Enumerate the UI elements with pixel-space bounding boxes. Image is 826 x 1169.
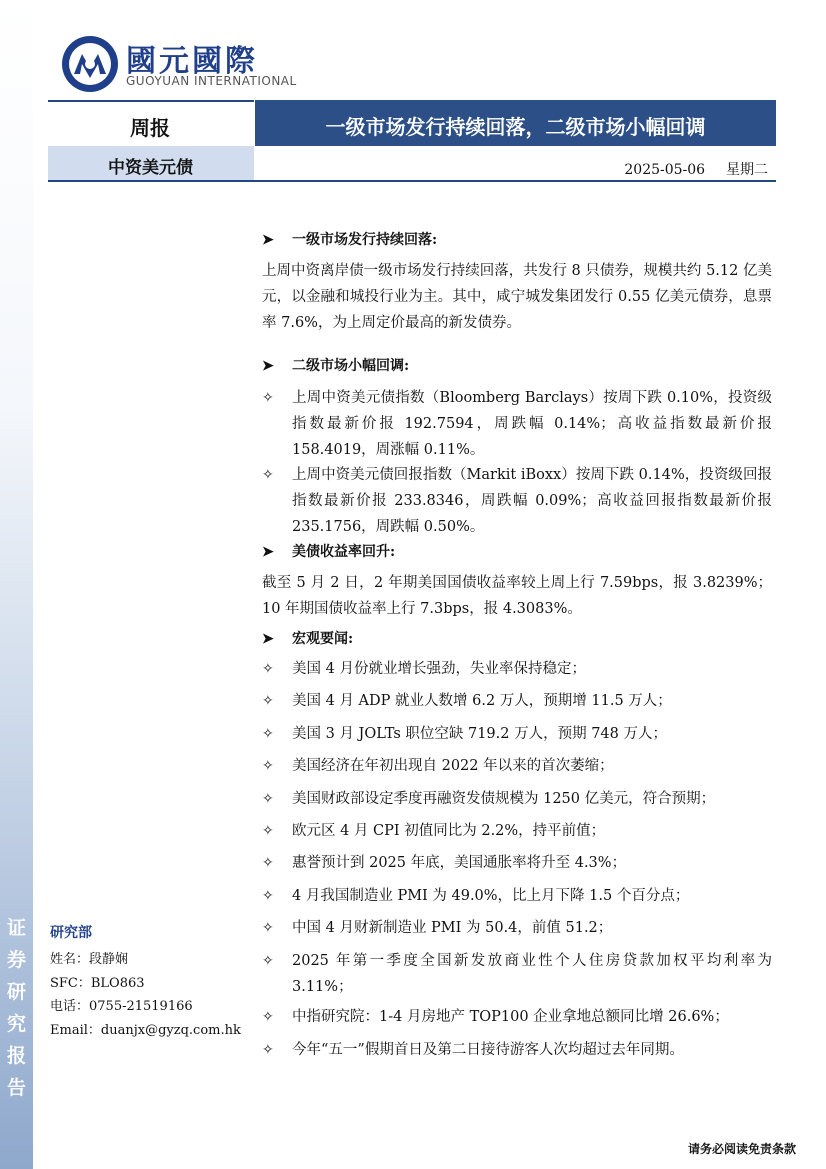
list-item-text: 上周中资美元债指数（Bloomberg Barclays）按周下跌 0.10%，投资级指数最新价报 192.7594，周跌幅 0.14%；高收益指数最新价报 158.4019，周涨幅 0.11%。 [292,390,772,458]
author-sfc: SFC：BLO863 [50,976,145,991]
diamond-bullet-icon: ✧ [262,888,274,904]
logo-name: 國元國際 [126,44,258,79]
section-heading-secondary [262,355,409,375]
title-box [255,100,776,146]
list-item [262,385,772,463]
report-category: 中资美元债 [108,158,193,178]
list-item [262,818,772,844]
weekday-value: 星期二 [726,162,768,178]
section-heading-macro [262,628,353,648]
list-item [262,462,772,540]
list-item-text: 今年“五一”假期首日及第二日接待游客人次均超过去年同期。 [292,1042,684,1058]
arrow-bullet-icon: ➤ [262,631,274,647]
list-item [262,1037,772,1063]
list-item-text: 美国 4 月 ADP 就业人数增 6.2 万人，预期增 11.5 万人； [292,693,672,709]
logo-subtitle: GUOYUAN INTERNATIONAL [126,74,297,88]
section-heading-yields [262,541,395,561]
report-type: 周报 [130,116,170,140]
side-banner-label [0,912,33,1104]
list-item [262,688,772,714]
diamond-bullet-icon: ✧ [262,467,274,483]
list-item [262,786,772,812]
report-title: 一级市场发行持续回落，二级市场小幅回调 [325,115,706,139]
category-band [48,146,776,182]
side-banner-text: 证券研究报告 [7,917,27,1099]
list-item [262,883,772,909]
disclaimer-note: 请务必阅读免责条款 [687,1142,796,1156]
list-item [262,915,772,941]
list-item-text: 中指研究院：1-4 月房地产 TOP100 企业拿地总额同比增 26.6%； [292,1009,729,1025]
list-item [262,656,772,682]
list-item-text: 惠誉预计到 2025 年底，美国通胀率将升至 4.3%； [292,855,627,871]
yields-paragraph: 截至 5 月 2 日，2 年期美国国债收益率较上周上行 7.59bps，报 3.8239%；10 年期国债收益率上行 7.3bps，报 4.3083%。 [262,575,772,617]
diamond-bullet-icon: ✧ [262,823,274,839]
arrow-bullet-icon: ➤ [262,544,274,560]
list-item [262,1004,772,1030]
arrow-bullet-icon: ➤ [262,232,274,248]
diamond-bullet-icon: ✧ [262,1009,274,1025]
list-item-text: 欧元区 4 月 CPI 初值同比为 2.2%，持平前值； [292,823,606,839]
primary-market-paragraph: 上周中资离岸债一级市场发行持续回落，共发行 8 只债券，规模共约 5.12 亿美元，以金融和城投行业为主。其中，咸宁城发集团发行 0.55 亿美元债券，息票率 7.6%，为上周定价最高的新发债券。 [262,263,772,331]
list-item [262,948,772,1000]
arrow-bullet-icon: ➤ [262,358,274,374]
list-item-text: 4 月我国制造业 PMI 为 49.0%，比上月下降 1.5 个百分点； [292,888,690,904]
research-dept: 研究部 [50,925,92,941]
date-value: 2025-05-06 [624,162,706,178]
author-email: Email：duanjx@gyzq.com.hk [50,1023,241,1038]
author-phone: 电话：0755-21519166 [50,999,193,1014]
diamond-bullet-icon: ✧ [262,726,274,742]
diamond-bullet-icon: ✧ [262,791,274,807]
diamond-bullet-icon: ✧ [262,855,274,871]
section-heading-text: 一级市场发行持续回落: [292,232,438,248]
section-heading-text: 美债收益率回升: [292,544,396,560]
diamond-bullet-icon: ✧ [262,953,274,969]
list-item-text: 美国 4 月份就业增长强劲，失业率保持稳定； [292,661,586,677]
author-name: 姓名：段静娴 [50,952,129,967]
list-item-text: 上周中资美元债回报指数（Markit iBoxx）按周下跌 0.14%，投资级回报指数最新价报 233.8346，周跌幅 0.09%；高收益回报指数最新价报 235.1756，周跌幅 0.50%。 [292,467,772,535]
diamond-bullet-icon: ✧ [262,390,274,406]
category-box [48,146,254,180]
diamond-bullet-icon: ✧ [262,758,274,774]
section-heading-primary [262,229,437,249]
report-date [624,159,768,179]
diamond-bullet-icon: ✧ [262,1042,274,1058]
diamond-bullet-icon: ✧ [262,693,274,709]
list-item [262,850,772,876]
diamond-bullet-icon: ✧ [262,920,274,936]
list-item-text: 美国财政部设定季度再融资发债规模为 1250 亿美元，符合预期； [292,791,716,807]
title-band [48,100,776,146]
list-item [262,721,772,747]
list-item-text: 美国经济在年初出现自 2022 年以来的首次萎缩； [292,758,614,774]
side-banner [0,0,33,1169]
list-item [262,753,772,779]
diamond-bullet-icon: ✧ [262,661,274,677]
list-item-text: 美国 3 月 JOLTs 职位空缺 719.2 万人，预期 748 万人； [292,726,667,742]
list-item-text: 2025 年第一季度全国新发放商业性个人住房贷款加权平均利率为 3.11%； [292,953,772,995]
report-type-box [48,100,254,147]
section-heading-text: 二级市场小幅回调: [292,358,410,374]
list-item-text: 中国 4 月财新制造业 PMI 为 50.4，前值 51.2； [292,920,613,936]
section-heading-text: 宏观要闻: [292,631,354,647]
